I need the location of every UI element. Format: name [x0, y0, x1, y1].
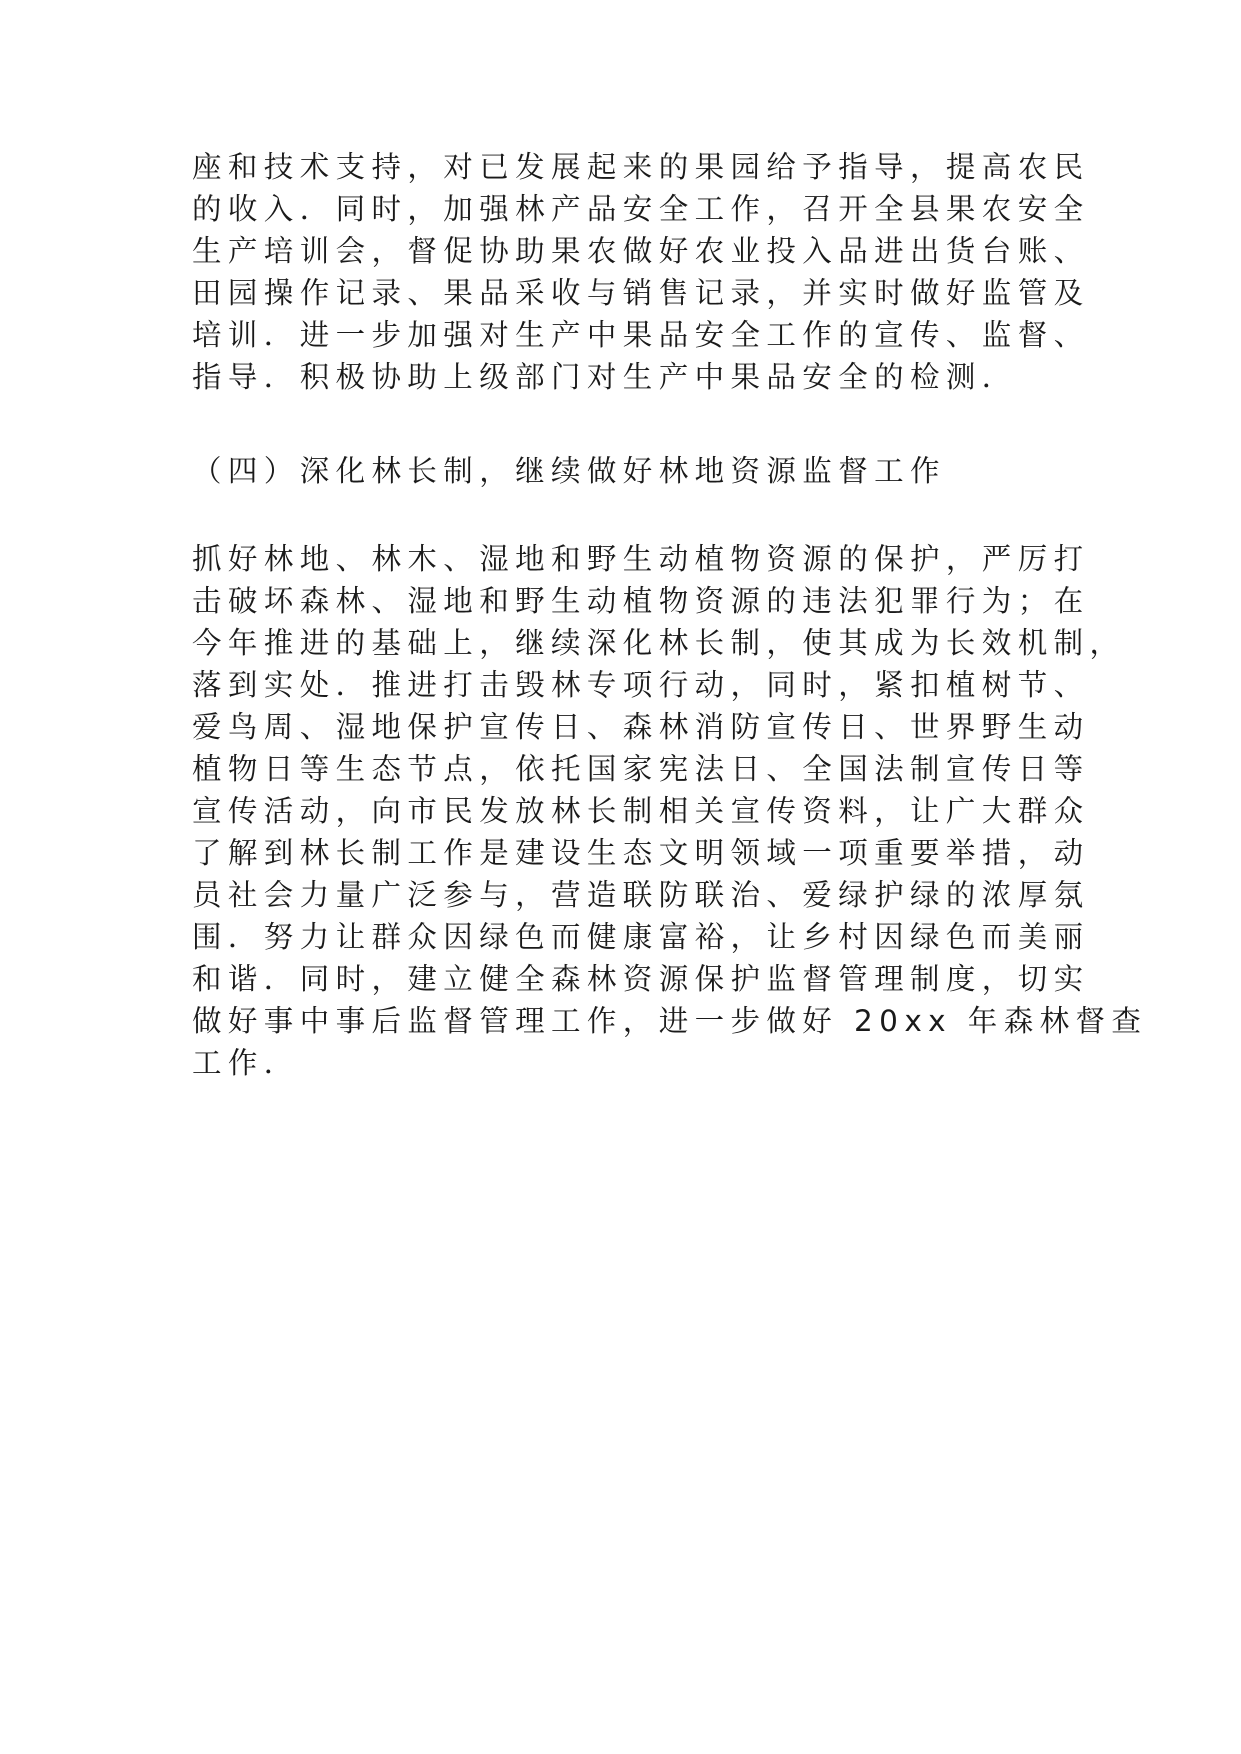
paragraph-line: 员社会力量广泛参与，营造联防联治、爱绿护绿的浓厚氛 [192, 878, 1090, 912]
paragraph-line: 的收入．同时，加强林产品安全工作，召开全县果农安全 [192, 192, 1090, 226]
paragraph-line: 击破坏森林、湿地和野生动植物资源的违法犯罪行为；在 [192, 584, 1090, 618]
paragraph-line: 工作． [192, 1046, 300, 1080]
paragraph-line: 爱鸟周、湿地保护宣传日、森林消防宣传日、世界野生动 [192, 710, 1090, 744]
document-body [192, 146, 1148, 1080]
paragraph-2 [192, 538, 1147, 1084]
paragraph-line: 座和技术支持，对已发展起来的果园给予指导，提高农民 [192, 150, 1090, 184]
paragraph-1 [192, 146, 1090, 398]
paragraph-line: 落到实处．推进打击毁林专项行动，同时，紧扣植树节、 [192, 668, 1090, 702]
paragraph-line: 生产培训会，督促协助果农做好农业投入品进出货台账、 [192, 234, 1090, 268]
paragraph-line: 做好事中事后监督管理工作，进一步做好 20xx 年森林督查 [192, 1004, 1148, 1038]
paragraph-line: 植物日等生态节点，依托国家宪法日、全国法制宣传日等 [192, 752, 1090, 786]
paragraph-line: 围．努力让群众因绿色而健康富裕，让乡村因绿色而美丽 [192, 920, 1090, 954]
section-heading: （四）深化林长制，继续做好林地资源监督工作 [192, 454, 946, 488]
paragraph-line: 了解到林长制工作是建设生态文明领域一项重要举措，动 [192, 836, 1090, 870]
paragraph-line: 指导．积极协助上级部门对生产中果品安全的检测． [192, 360, 1018, 394]
paragraph-line: 今年推进的基础上，继续深化林长制，使其成为长效机制， [192, 626, 1126, 660]
paragraph-line: 培训．进一步加强对生产中果品安全工作的宣传、监督、 [192, 318, 1090, 352]
paragraph-line: 田园操作记录、果品采收与销售记录，并实时做好监管及 [192, 276, 1090, 310]
paragraph-line: 和谐．同时，建立健全森林资源保护监督管理制度，切实 [192, 962, 1090, 996]
paragraph-line: 宣传活动，向市民发放林长制相关宣传资料，让广大群众 [192, 794, 1090, 828]
paragraph-line: 抓好林地、林木、湿地和野生动植物资源的保护，严厉打 [192, 542, 1090, 576]
